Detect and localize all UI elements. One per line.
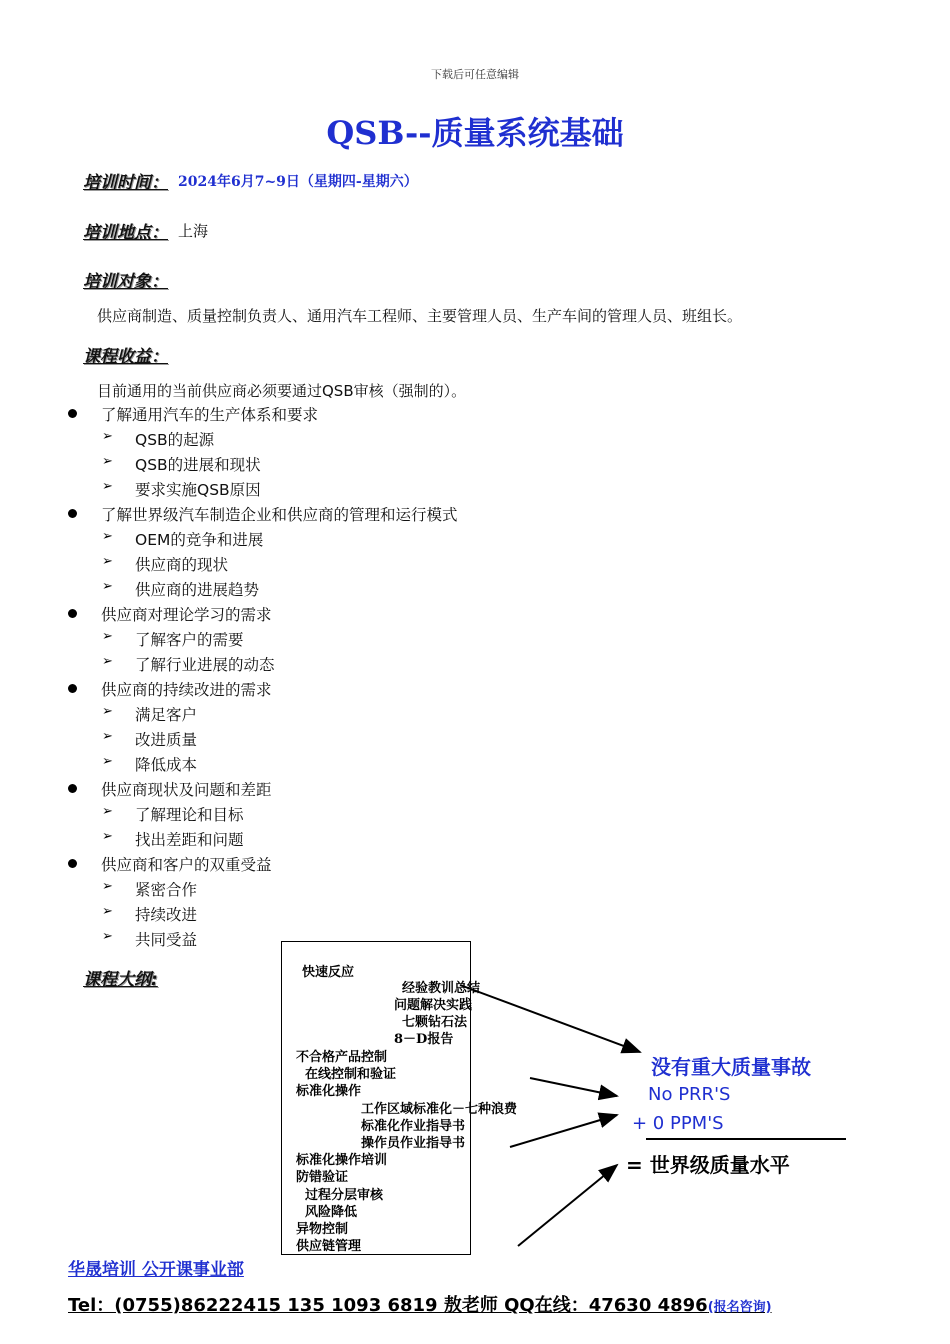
benefit-sub-item: 改进质量 (135, 731, 198, 749)
benefit-sub-item: 要求实施QSB原因 (135, 481, 261, 499)
benefit-sub-item: 了解理论和目标 (135, 806, 244, 824)
training-place-value: 上海 (178, 222, 209, 240)
benefit-sub-item: 了解行业进展的动态 (135, 656, 275, 674)
audience-label: 培训对象： (83, 272, 168, 292)
benefit-sub-item: 共同受益 (135, 931, 198, 949)
outline-line: 问题解决实践 (394, 998, 473, 1013)
arrow-bullet-icon: ➢ (102, 929, 113, 944)
arrow-bullet-icon: ➢ (102, 829, 113, 844)
training-place-label: 培训地点： (83, 223, 168, 243)
outline-label: 课程大纲: (83, 970, 158, 990)
benefits-label: 课程收益： (83, 347, 168, 367)
arrow-bullet-icon: ➢ (102, 704, 113, 719)
training-time-label: 培训时间： (83, 173, 168, 193)
benefit-group-title: 供应商的持续改进的需求 (101, 681, 272, 699)
benefits-intro: 目前通用的当前供应商必须要通过QSB审核（强制的）。 (97, 382, 467, 400)
benefit-group-title: 了解通用汽车的生产体系和要求 (101, 406, 319, 424)
arrow-bullet-icon: ➢ (102, 754, 113, 769)
outline-line: 在线控制和验证 (305, 1067, 397, 1082)
outline-line: 防错验证 (296, 1170, 349, 1185)
arrow-bullet-icon: ➢ (102, 479, 113, 494)
outline-line: 异物控制 (296, 1222, 349, 1237)
result-no-prr: No PRR'S (648, 1084, 731, 1105)
benefit-sub-item: QSB的起源 (135, 431, 215, 449)
benefit-sub-item: 降低成本 (135, 756, 198, 774)
outline-line: 经验教训总结 (402, 981, 481, 996)
footer-contact-text: Tel：(0755)86222415 135 1093 6819 敖老师 QQ在线：47630 4896 (68, 1295, 708, 1316)
benefit-sub-item: 了解客户的需要 (135, 631, 244, 649)
outline-line: 供应链管理 (296, 1239, 362, 1254)
benefit-sub-item: 持续改进 (135, 906, 198, 924)
outline-line: 标准化作业指导书 (361, 1119, 466, 1134)
arrow-2 (530, 1078, 617, 1096)
arrow-bullet-icon: ➢ (102, 804, 113, 819)
arrow-1 (460, 985, 640, 1052)
arrow-4 (518, 1165, 617, 1246)
benefit-sub-item: 供应商的进展趋势 (135, 581, 260, 599)
arrow-bullet-icon: ➢ (102, 454, 113, 469)
arrow-bullet-icon: ➢ (102, 729, 113, 744)
benefit-sub-item: QSB的进展和现状 (135, 456, 261, 474)
footer-org[interactable]: 华晟培训 公开课事业部 (68, 1260, 244, 1280)
arrow-bullet-icon: ➢ (102, 554, 113, 569)
benefit-group-title: 供应商对理论学习的需求 (101, 606, 272, 624)
training-time-value: 2024年6月7~9日（星期四-星期六） (178, 174, 418, 190)
audience-value: 供应商制造、质量控制负责人、通用汽车工程师、主要管理人员、生产车间的管理人员、班组长。 (97, 307, 743, 325)
outline-line: 七颗钻石法 (402, 1015, 468, 1030)
result-zero-ppm: + 0 PPM'S (632, 1113, 724, 1134)
result-divider (646, 1138, 846, 1140)
outline-line: 过程分层审核 (305, 1188, 384, 1203)
arrow-bullet-icon: ➢ (102, 904, 113, 919)
outline-line: 8－D报告 (394, 1032, 454, 1047)
result-world-class: = 世界级质量水平 (626, 1153, 790, 1177)
benefit-sub-item: 供应商的现状 (135, 556, 229, 574)
arrow-bullet-icon: ➢ (102, 529, 113, 544)
header-note: 下载后可任意编辑 (431, 68, 519, 81)
benefit-group-title: 供应商和客户的双重受益 (101, 856, 272, 874)
arrow-bullet-icon: ➢ (102, 879, 113, 894)
benefit-group-title: 了解世界级汽车制造企业和供应商的管理和运行模式 (101, 506, 458, 524)
page-title: QSB--质量系统基础 (326, 114, 624, 152)
footer-contact[interactable] (68, 1291, 772, 1317)
arrow-3 (510, 1115, 617, 1147)
footer-contact-link[interactable]: (报名咨询) (707, 1300, 772, 1315)
outline-line: 操作员作业指导书 (361, 1136, 466, 1151)
benefit-sub-item: 满足客户 (135, 706, 198, 724)
outline-line: 工作区域标准化－七种浪费 (361, 1102, 518, 1117)
arrow-bullet-icon: ➢ (102, 429, 113, 444)
outline-line: 不合格产品控制 (296, 1050, 388, 1065)
arrow-bullet-icon: ➢ (102, 629, 113, 644)
outline-line: 标准化操作培训 (296, 1153, 388, 1168)
benefit-sub-item: OEM的竞争和进展 (135, 531, 264, 549)
outline-line: 标准化操作 (296, 1084, 362, 1099)
benefit-group-title: 供应商现状及问题和差距 (101, 781, 272, 799)
outline-line: 风险降低 (305, 1205, 358, 1220)
arrow-bullet-icon: ➢ (102, 579, 113, 594)
result-no-major-incident: 没有重大质量事故 (651, 1055, 811, 1079)
benefit-sub-item: 找出差距和问题 (135, 831, 244, 849)
outline-line: 快速反应 (302, 965, 355, 980)
arrow-bullet-icon: ➢ (102, 654, 113, 669)
benefit-sub-item: 紧密合作 (135, 881, 198, 899)
